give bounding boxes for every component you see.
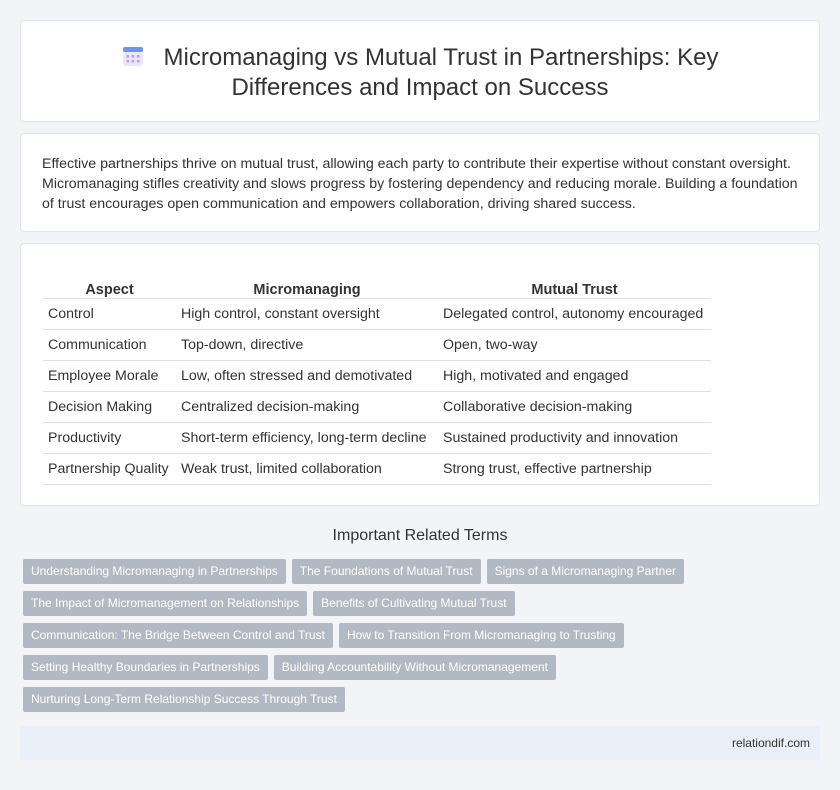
table-cell: Strong trust, effective partnership [438, 453, 711, 484]
tag-link[interactable]: The Impact of Micromanagement on Relationships [23, 591, 307, 616]
table-row [43, 360, 711, 391]
table-cell: Communication [43, 329, 176, 360]
table-cell: Decision Making [43, 391, 176, 422]
related-terms-heading: Important Related Terms [332, 527, 508, 544]
tag-link[interactable]: Communication: The Bridge Between Control and Trust [23, 623, 333, 648]
table-cell: Productivity [43, 422, 176, 453]
tag-link[interactable]: The Foundations of Mutual Trust [292, 559, 481, 584]
page-title: Micromanaging vs Mutual Trust in Partnerships: Key Differences and Impact on Success [163, 44, 719, 101]
table-row [43, 453, 711, 484]
title-card [20, 20, 820, 122]
table-header-row [43, 276, 711, 298]
tag-link[interactable]: Benefits of Cultivating Mutual Trust [313, 591, 514, 616]
table-cell: High control, constant oversight [176, 298, 438, 329]
tag-link[interactable]: Signs of a Micromanaging Partner [487, 559, 684, 584]
footer [20, 726, 820, 760]
table-cell: Delegated control, autonomy encouraged [438, 298, 711, 329]
table-cell: Centralized decision-making [176, 391, 438, 422]
table-cell: Low, often stressed and demotivated [176, 360, 438, 391]
tag-link[interactable]: Understanding Micromanaging in Partnerships [23, 559, 286, 584]
table-row [43, 391, 711, 422]
calendar-icon [122, 45, 144, 67]
table-row [43, 298, 711, 329]
table-cell: High, motivated and engaged [438, 360, 711, 391]
table-cell: Weak trust, limited collaboration [176, 453, 438, 484]
header-aspect: Aspect [43, 276, 176, 298]
related-terms-tags [23, 559, 813, 719]
table-cell: Control [43, 298, 176, 329]
tag-link[interactable]: Nurturing Long-Term Relationship Success Through Trust [23, 687, 345, 712]
tag-link[interactable]: Setting Healthy Boundaries in Partnerships [23, 655, 268, 680]
table-cell: Sustained productivity and innovation [438, 422, 711, 453]
table-row [43, 422, 711, 453]
footer-site-link[interactable]: relationdif.com [731, 736, 810, 750]
header-micromanaging: Micromanaging [176, 276, 438, 298]
table-cell: Open, two-way [438, 329, 711, 360]
intro-card [20, 133, 820, 232]
tag-link[interactable]: Building Accountability Without Micromanagement [274, 655, 556, 680]
tag-link[interactable]: How to Transition From Micromanaging to Trusting [339, 623, 624, 648]
header-mutual-trust: Mutual Trust [438, 276, 711, 298]
table-cell: Collaborative decision-making [438, 391, 711, 422]
intro-paragraph: Effective partnerships thrive on mutual trust, allowing each party to contribute their expertise without constant oversight. Micromanaging stifles creativity and slows progress by fostering dependency and reducing morale. Building a foundation of trust encourages open communication and empowers collaboration, driving shared success. [42, 156, 798, 212]
table-cell: Partnership Quality [43, 453, 176, 484]
comparison-card [20, 243, 820, 506]
table-cell: Employee Morale [43, 360, 176, 391]
table-cell: Top-down, directive [176, 329, 438, 360]
table-cell: Short-term efficiency, long-term decline [176, 422, 438, 453]
table-row [43, 329, 711, 360]
page-title-wrap [21, 43, 819, 103]
comparison-table [43, 276, 711, 485]
